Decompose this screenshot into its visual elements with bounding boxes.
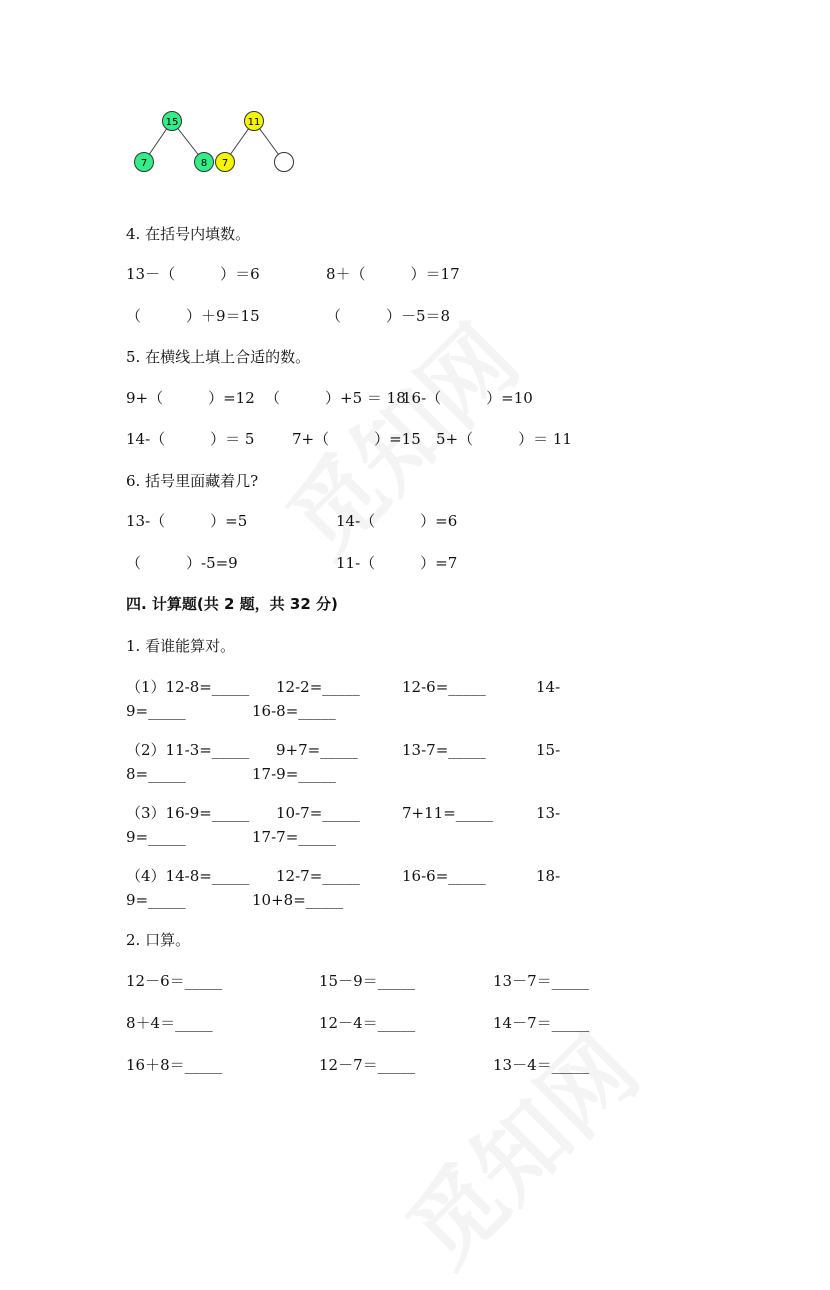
q4-item: （ ）－5＝8 (326, 307, 451, 325)
tree1-top-value: 15 (165, 117, 179, 128)
q6-item: （ ）-5=9 (126, 554, 238, 572)
tree2-left-value: 7 (221, 158, 229, 169)
tree2-blank-node[interactable] (275, 153, 294, 172)
c2-item: 13－7＝_____ (493, 972, 590, 990)
c1-item: 9=_____ (126, 828, 186, 846)
question-5-title: 5. 在横线上填上合适的数。 (126, 348, 311, 366)
c2-item: 13－4＝_____ (493, 1056, 590, 1074)
tree-11 (216, 112, 294, 172)
c1-item: 9=_____ (126, 702, 186, 720)
q6-item: 11-（ ）=7 (336, 554, 458, 572)
q5-item: 7+（ ）=15 (292, 430, 421, 448)
c1-item: 12-7=_____ (276, 867, 360, 885)
c1-item: 15- (536, 741, 561, 759)
q5-item: 9+（ ）=12 (126, 389, 255, 407)
c2-item: 8＋4＝_____ (126, 1014, 213, 1032)
watermark (374, 1002, 663, 1290)
q4-item: 8＋（ ）＝17 (326, 265, 460, 283)
c2-item: 15－9＝_____ (319, 972, 416, 990)
tree2-top-value: 11 (247, 117, 261, 128)
c1-item: 12-6=_____ (402, 678, 486, 696)
q4-item: （ ）＋9＝15 (126, 307, 260, 325)
q4-item: 13－（ ）＝6 (126, 265, 260, 283)
q5-item: 16-（ ）=10 (402, 389, 533, 407)
tree1-left-value: 7 (140, 158, 148, 169)
c1-item: 16-6=_____ (402, 867, 486, 885)
c1-item: 17-7=_____ (252, 828, 336, 846)
c2-item: 14－7＝_____ (493, 1014, 590, 1032)
c1-item: 10-7=_____ (276, 804, 360, 822)
c1-item: 17-9=_____ (252, 765, 336, 783)
question-4-title: 4. 在括号内填数。 (126, 225, 251, 243)
section-4-heading: 四. 计算题(共 2 题，共 32 分) (126, 595, 338, 613)
calc-2-title: 2. 口算。 (126, 931, 191, 949)
c1-item: 9=_____ (126, 891, 186, 909)
c1-item: 13- (536, 804, 561, 822)
c1-item: （3）16-9=_____ (126, 804, 250, 822)
c1-item: （2）11-3=_____ (126, 741, 250, 759)
q5-item: 14-（ ）＝ 5 (126, 430, 255, 448)
c2-item: 12－7＝_____ (319, 1056, 416, 1074)
q5-item: （ ）+5 ＝ 18 (265, 389, 406, 407)
c1-item: 18- (536, 867, 561, 885)
c1-item: 13-7=_____ (402, 741, 486, 759)
c1-item: 7+11=_____ (402, 804, 494, 822)
question-6-title: 6. 括号里面藏着几? (126, 472, 259, 490)
c2-item: 12－4＝_____ (319, 1014, 416, 1032)
tree-15 (135, 112, 214, 172)
calc-1-title: 1. 看谁能算对。 (126, 637, 236, 655)
q6-item: 14-（ ）=6 (336, 512, 458, 530)
number-tree-diagram (0, 0, 830, 200)
q5-item: 5+（ ）＝ 11 (436, 430, 572, 448)
c1-item: 16-8=_____ (252, 702, 336, 720)
c1-item: 12-2=_____ (276, 678, 360, 696)
c1-item: （4）14-8=_____ (126, 867, 250, 885)
c2-item: 12－6＝_____ (126, 972, 223, 990)
c1-item: 9+7=_____ (276, 741, 358, 759)
c2-item: 16＋8＝_____ (126, 1056, 223, 1074)
c1-item: （1）12-8=_____ (126, 678, 250, 696)
c1-item: 8=_____ (126, 765, 186, 783)
q6-item: 13-（ ）=5 (126, 512, 248, 530)
c1-item: 14- (536, 678, 561, 696)
tree1-right-value: 8 (200, 158, 208, 169)
c1-item: 10+8=_____ (252, 891, 344, 909)
